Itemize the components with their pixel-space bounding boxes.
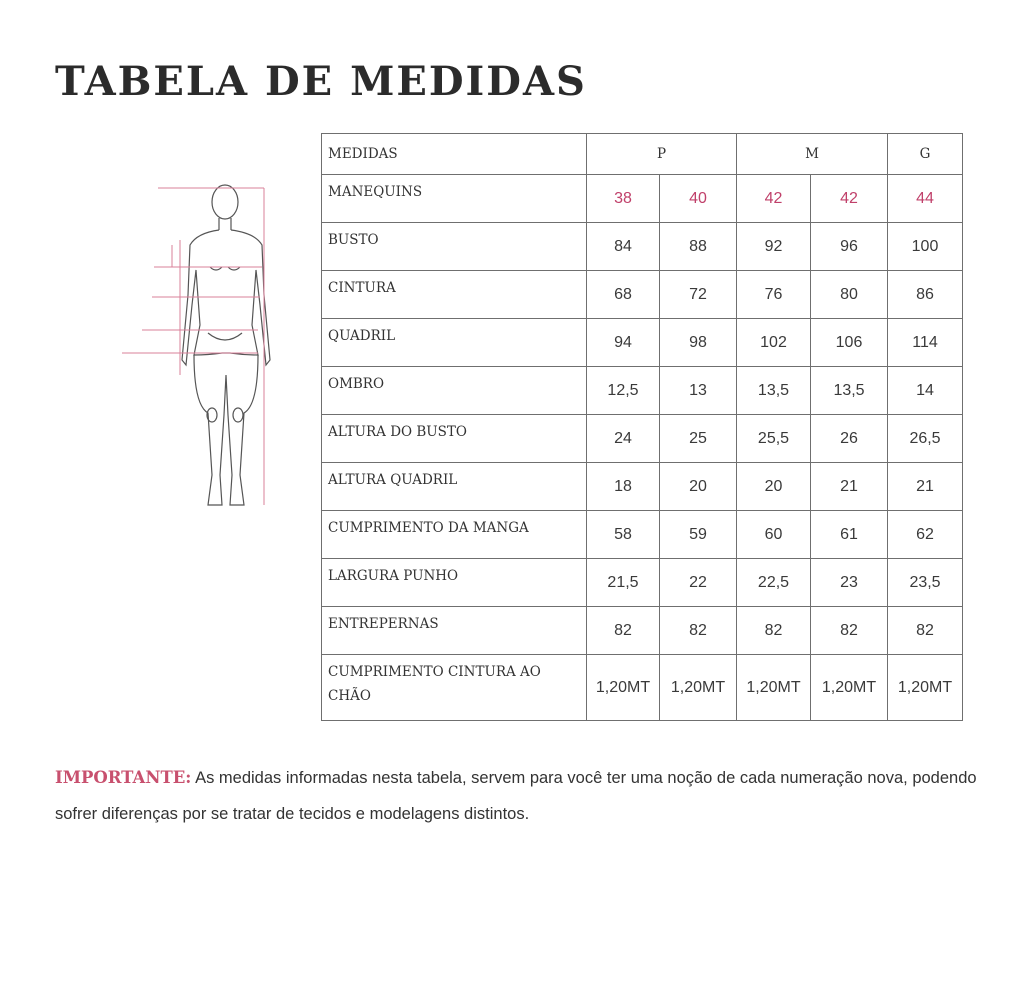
measure-value: 96 — [811, 223, 888, 271]
measure-value: 13,5 — [811, 367, 888, 415]
measure-value: 40 — [660, 175, 737, 223]
measure-value: 88 — [660, 223, 737, 271]
measure-value: 14 — [888, 367, 963, 415]
measure-value: 25 — [660, 415, 737, 463]
measure-value: 44 — [888, 175, 963, 223]
table-row — [322, 175, 963, 223]
measure-value: 62 — [888, 511, 963, 559]
female-body-measurement-figure-icon — [112, 175, 287, 515]
measure-value: 82 — [737, 607, 811, 655]
measure-value: 21 — [888, 463, 963, 511]
measure-value: 114 — [888, 319, 963, 367]
measure-value: 100 — [888, 223, 963, 271]
measure-value: 21 — [811, 463, 888, 511]
measure-value: 58 — [587, 511, 660, 559]
measure-value: 12,5 — [587, 367, 660, 415]
table-row — [322, 607, 963, 655]
note-label: IMPORTANTE: — [55, 768, 192, 787]
measure-label: CUMPRIMENTO DA MANGA — [322, 511, 587, 559]
measure-label: QUADRIL — [322, 319, 587, 367]
measure-value: 1,20MT — [737, 655, 811, 721]
measure-label: LARGURA PUNHO — [322, 559, 587, 607]
table-row — [322, 415, 963, 463]
table-row — [322, 559, 963, 607]
header-label: MEDIDAS — [322, 134, 587, 175]
measure-value: 68 — [587, 271, 660, 319]
measure-value: 20 — [737, 463, 811, 511]
measure-value: 106 — [811, 319, 888, 367]
measure-value: 26 — [811, 415, 888, 463]
measure-value: 82 — [888, 607, 963, 655]
note-text: As medidas informadas nesta tabela, servem para você ter uma noção de cada numeração nova, podendo sofrer diferenças por se tratar de tecidos e modelagens distintos. — [55, 769, 977, 823]
measure-value: 22,5 — [737, 559, 811, 607]
page-title: TABELA DE MEDIDAS — [55, 58, 587, 105]
measure-value: 25,5 — [737, 415, 811, 463]
measure-value: 20 — [660, 463, 737, 511]
measure-value: 1,20MT — [888, 655, 963, 721]
size-m-header: M — [737, 134, 888, 175]
measure-label: ENTREPERNAS — [322, 607, 587, 655]
measure-label: MANEQUINS — [322, 175, 587, 223]
measure-value: 42 — [737, 175, 811, 223]
measure-value: 22 — [660, 559, 737, 607]
important-note — [55, 760, 985, 832]
measure-value: 23,5 — [888, 559, 963, 607]
table-row — [322, 463, 963, 511]
measure-value: 42 — [811, 175, 888, 223]
measure-label: OMBRO — [322, 367, 587, 415]
table-row — [322, 655, 963, 721]
measure-value: 72 — [660, 271, 737, 319]
measure-value: 23 — [811, 559, 888, 607]
measure-value: 59 — [660, 511, 737, 559]
table-row — [322, 319, 963, 367]
measure-value: 92 — [737, 223, 811, 271]
measure-value: 26,5 — [888, 415, 963, 463]
table-header-row — [322, 134, 963, 175]
measure-value: 38 — [587, 175, 660, 223]
measure-label: ALTURA DO BUSTO — [322, 415, 587, 463]
table-row — [322, 511, 963, 559]
measure-value: 18 — [587, 463, 660, 511]
size-g-header: G — [888, 134, 963, 175]
measure-value: 80 — [811, 271, 888, 319]
measure-value: 86 — [888, 271, 963, 319]
measure-value: 60 — [737, 511, 811, 559]
size-p-header: P — [587, 134, 737, 175]
measure-value: 84 — [587, 223, 660, 271]
measure-value: 1,20MT — [660, 655, 737, 721]
measure-value: 24 — [587, 415, 660, 463]
table-row — [322, 367, 963, 415]
measure-value: 102 — [737, 319, 811, 367]
measure-value: 82 — [811, 607, 888, 655]
measure-value: 13,5 — [737, 367, 811, 415]
measure-value: 76 — [737, 271, 811, 319]
measure-value: 82 — [587, 607, 660, 655]
measure-value: 1,20MT — [811, 655, 888, 721]
measure-value: 13 — [660, 367, 737, 415]
measure-label: BUSTO — [322, 223, 587, 271]
measure-value: 94 — [587, 319, 660, 367]
table-row — [322, 223, 963, 271]
measure-value: 82 — [660, 607, 737, 655]
measure-value: 98 — [660, 319, 737, 367]
size-table — [321, 133, 963, 721]
measure-value: 1,20MT — [587, 655, 660, 721]
measure-label: CUMPRIMENTO CINTURA AO CHÃO — [322, 655, 587, 721]
measure-label: CINTURA — [322, 271, 587, 319]
table-row — [322, 271, 963, 319]
measure-label: ALTURA QUADRIL — [322, 463, 587, 511]
measure-value: 21,5 — [587, 559, 660, 607]
measure-value: 61 — [811, 511, 888, 559]
